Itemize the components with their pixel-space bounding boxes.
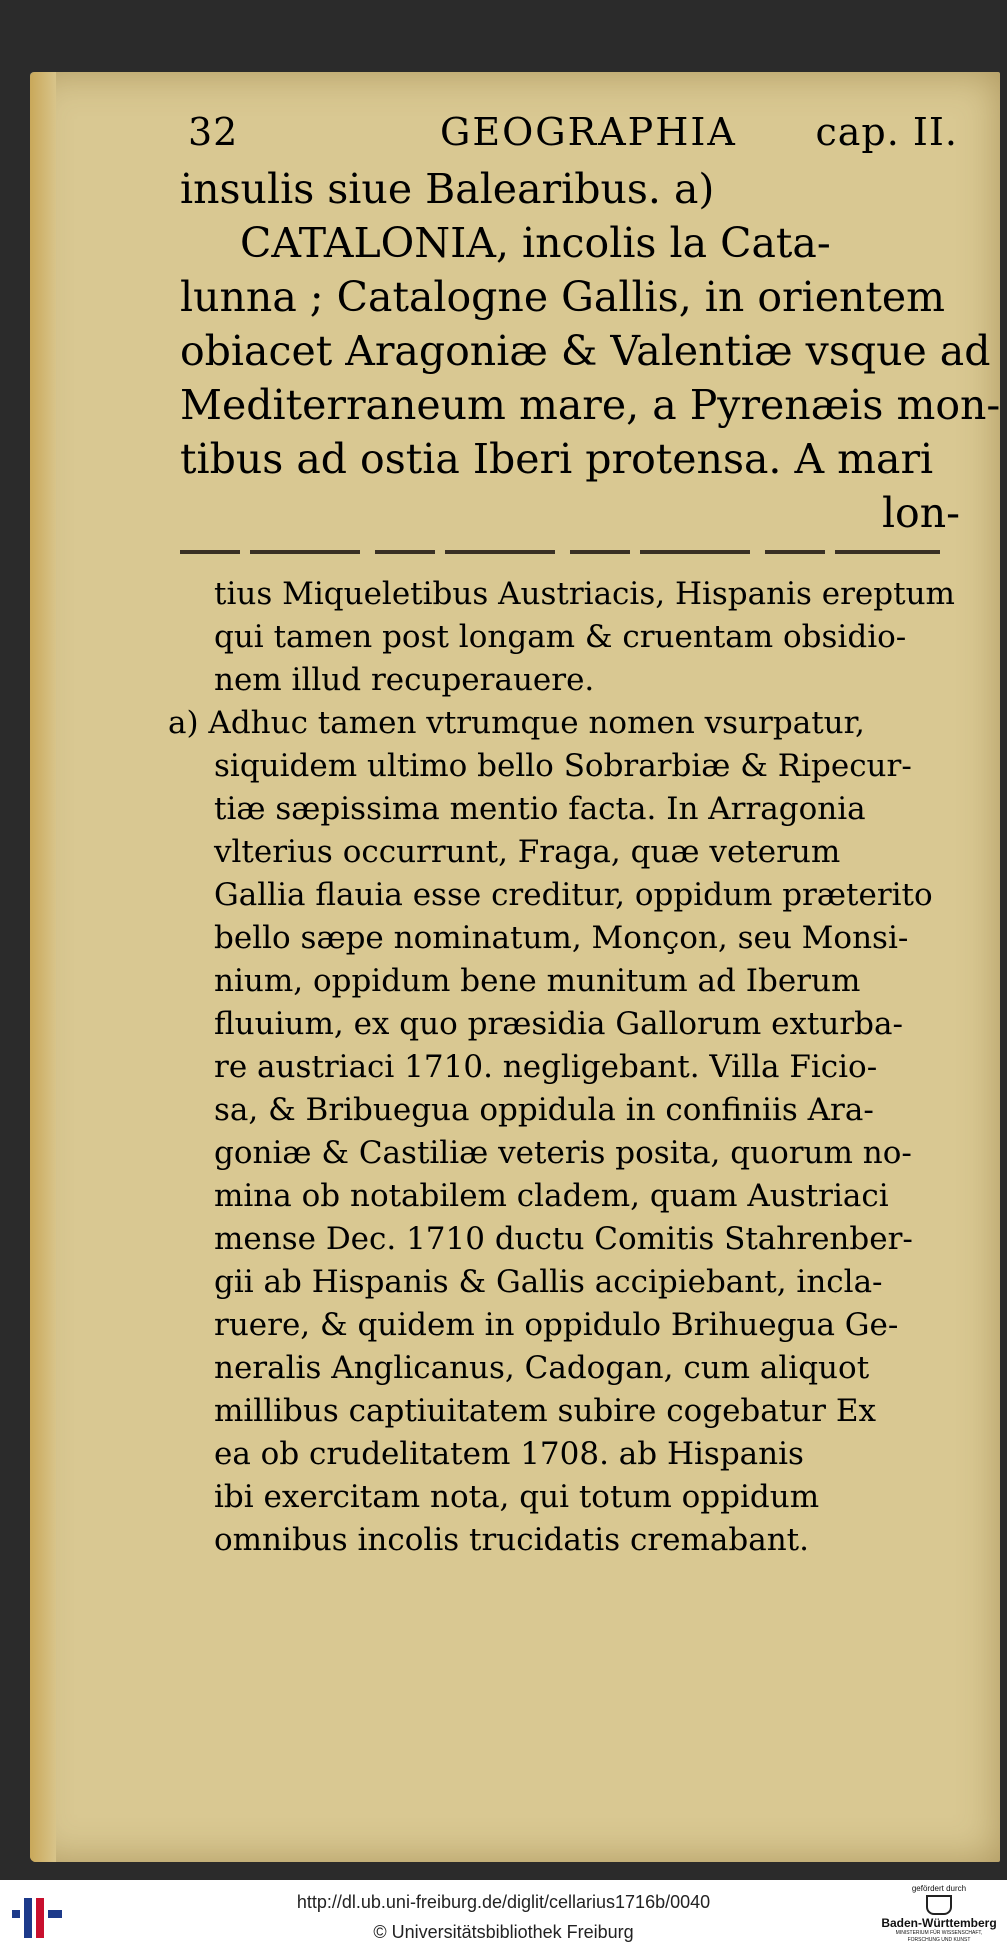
footnote-line: bello sæpe nominatum, Monçon, seu Monsi- <box>214 920 909 956</box>
footnote-line: vlterius occurrunt, Fraga, quæ veterum <box>214 834 841 870</box>
main-line: lunna ; Catalogne Gallis, in orientem <box>180 273 946 321</box>
footer-bar <box>0 1880 1007 1953</box>
page-number: 32 <box>188 110 239 154</box>
catchword: lon- <box>881 489 960 537</box>
footnote-line: ibi exercitam nota, qui totum oppidum <box>214 1479 820 1515</box>
running-head <box>188 110 958 160</box>
sponsor-top-text: gefördert durch <box>911 1884 967 1893</box>
main-line: tibus ad ostia Iberi protensa. A mari <box>180 435 934 483</box>
footnote-line: nem illud recuperauere. <box>214 662 595 698</box>
footnote-line: qui tamen post longam & cruentam obsidio- <box>214 619 907 655</box>
page-edge <box>30 72 56 1862</box>
crest-icon <box>926 1895 952 1915</box>
footnote-line: mense Dec. 1710 ductu Comitis Stahrenber- <box>214 1221 913 1257</box>
footnote-line: nium, oppidum bene munitum ad Iberum <box>214 963 861 999</box>
footnote-line: re austriaci 1710. negligebant. Villa Ficio- <box>214 1049 878 1085</box>
chapter-label: cap. II. <box>815 110 958 154</box>
running-title: GEOGRAPHIA <box>440 110 737 154</box>
footnote-divider <box>180 550 940 554</box>
footnote-line: mina ob notabilem cladem, quam Austriaci <box>214 1178 889 1214</box>
main-line: obiacet Aragoniæ & Valentiæ vsque ad <box>180 327 991 375</box>
footnote-line: siquidem ultimo bello Sobrarbiæ & Ripecur- <box>214 748 912 784</box>
main-line: Mediterraneum mare, a Pyrenæis mon- <box>180 381 1001 429</box>
footnote-line: gii ab Hispanis & Gallis accipiebant, incla- <box>214 1264 883 1300</box>
footnote-line: millibus captiuitatem subire cogebatur Ex <box>214 1393 876 1429</box>
sponsor-subtitle: MINISTERIUM FÜR WISSENSCHAFT, FORSCHUNG UND KUNST <box>895 1930 983 1943</box>
permalink-url[interactable]: http://dl.ub.uni-freiburg.de/diglit/cellarius1716b/0040 <box>296 1892 711 1912</box>
copyright-notice: © Universitätsbibliothek Freiburg <box>373 1922 634 1942</box>
footnote-line: sa, & Bribuegua oppidula in confiniis Ara- <box>214 1092 874 1128</box>
footnote-line: goniæ & Castiliæ veteris posita, quorum no- <box>214 1135 912 1171</box>
footnote-line: tiæ sæpissima mentio facta. In Arragonia <box>214 791 866 827</box>
main-text <box>180 162 1001 540</box>
footnote-text <box>168 573 958 1562</box>
footnote-line: a) Adhuc tamen vtrumque nomen vsurpatur, <box>168 705 865 741</box>
sponsor-name: Baden-Württemberg <box>881 1916 997 1930</box>
footnote-line: ruere, & quidem in oppidulo Brihuegua Ge- <box>214 1307 899 1343</box>
footnote-line: tius Miqueletibus Austriacis, Hispanis ereptum <box>214 576 955 612</box>
footnote-line: omnibus incolis trucidatis cremabant. <box>214 1522 809 1558</box>
sponsor-logo <box>879 1884 999 1950</box>
footnote-line: ea ob crudelitatem 1708. ab Hispanis <box>214 1436 804 1472</box>
main-line: insulis siue Balearibus. a) <box>180 165 715 213</box>
footnote-line: neralis Anglicanus, Cadogan, cum aliquot <box>214 1350 870 1386</box>
footnote-line: Gallia flauia esse creditur, oppidum præterito <box>214 877 933 913</box>
footnote-line: fluuium, ex quo præsidia Gallorum exturba- <box>214 1006 903 1042</box>
main-line: CATALONIA, incolis la Cata- <box>240 219 831 267</box>
